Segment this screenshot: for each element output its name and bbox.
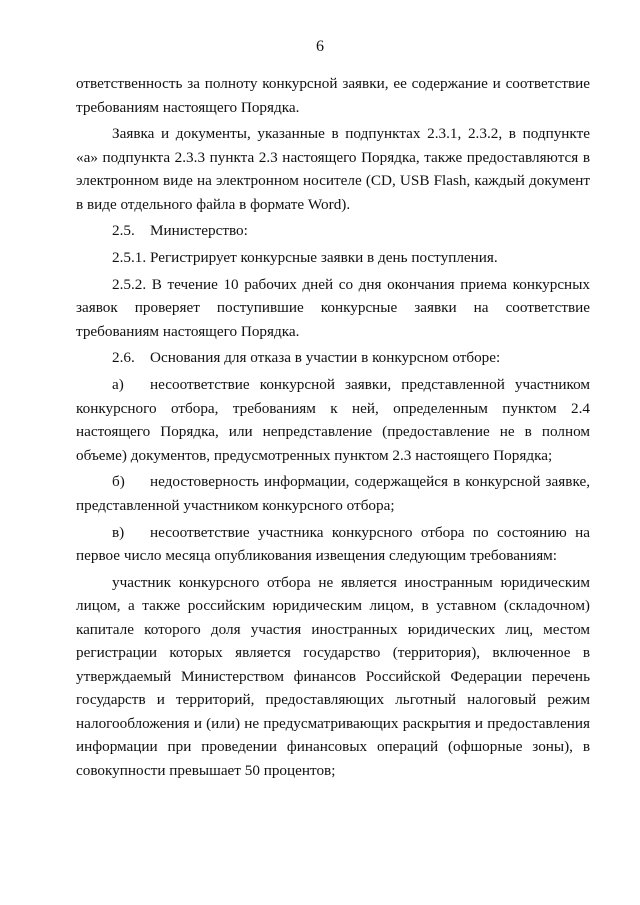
subclause-text: недостоверность информации, содержащейся в конкурсной заявке, представленной участником конкурсного отбора; bbox=[76, 473, 590, 514]
paragraph-electronic-copy: Заявка и документы, указанные в подпунктах 2.3.1, 2.3.2, в подпункте «а» подпункта 2.3.3 пункта 2.3 настоящего Порядка, также предоставляются в электронном виде на электронном носителе (CD, USB Flash, каждый документ в виде отдельного файла в формате Word). bbox=[76, 125, 590, 213]
clause-2-5-1: 2.5.1. Регистрирует конкурсные заявки в день поступления. bbox=[112, 249, 498, 267]
clause-number: 2.6. bbox=[112, 349, 135, 367]
paragraph-offshore-requirement: участник конкурсного отбора не является иностранным юридическим лицом, а также российским юридическим лицом, в уставном (складочном) капитале которого доля участия иностранных юридических лиц, местом регистрации которых является государство (территория), включенное в утверждаемый Министерством финансов Российской Федерации перечень государств и территорий, предоставляющих льготный налоговый режим налогообложения и (или) не предусматривающих раскрытия и предоставления информации при проведении финансовых операций (офшорные зоны), в совокупности превышает 50 процентов; bbox=[76, 573, 590, 779]
subclause-text: несоответствие участника конкурсного отбора по состоянию на первое число месяца опубликования извещения следующим требованиям: bbox=[76, 523, 590, 564]
paragraph-continuation: ответственность за полноту конкурсной заявки, ее содержание и соответствие требованиям настоящего Порядка. bbox=[76, 75, 590, 116]
clause-2-6 bbox=[76, 346, 590, 370]
subclause-v bbox=[76, 521, 590, 568]
clause-text: Основания для отказа в участии в конкурсном отборе: bbox=[150, 349, 501, 367]
page-number: 6 bbox=[316, 38, 324, 55]
subclause-b bbox=[76, 470, 590, 517]
subclause-letter: а) bbox=[112, 376, 124, 394]
subclause-text: несоответствие конкурсной заявки, представленной участником конкурсного отбора, требованиям к ней, определенным пунктом 2.4 настоящего Порядка, или непредставление (предоставление не в полном объеме) документов, предусмотренных пунктом 2.3 настоящего Порядка; bbox=[76, 376, 590, 464]
subclause-a bbox=[76, 373, 590, 467]
subclause-letter: в) bbox=[112, 523, 125, 541]
clause-text: Министерство: bbox=[150, 222, 248, 240]
subclause-letter: б) bbox=[112, 473, 125, 491]
clause-2-5-2: 2.5.2. В течение 10 рабочих дней со дня окончания приема конкурсных заявок проверяет поступившие конкурсные заявки на соответствие требованиям настоящего Порядка. bbox=[76, 275, 590, 340]
clause-2-5 bbox=[76, 219, 590, 243]
document-body bbox=[76, 72, 590, 785]
clause-number: 2.5. bbox=[112, 222, 135, 240]
